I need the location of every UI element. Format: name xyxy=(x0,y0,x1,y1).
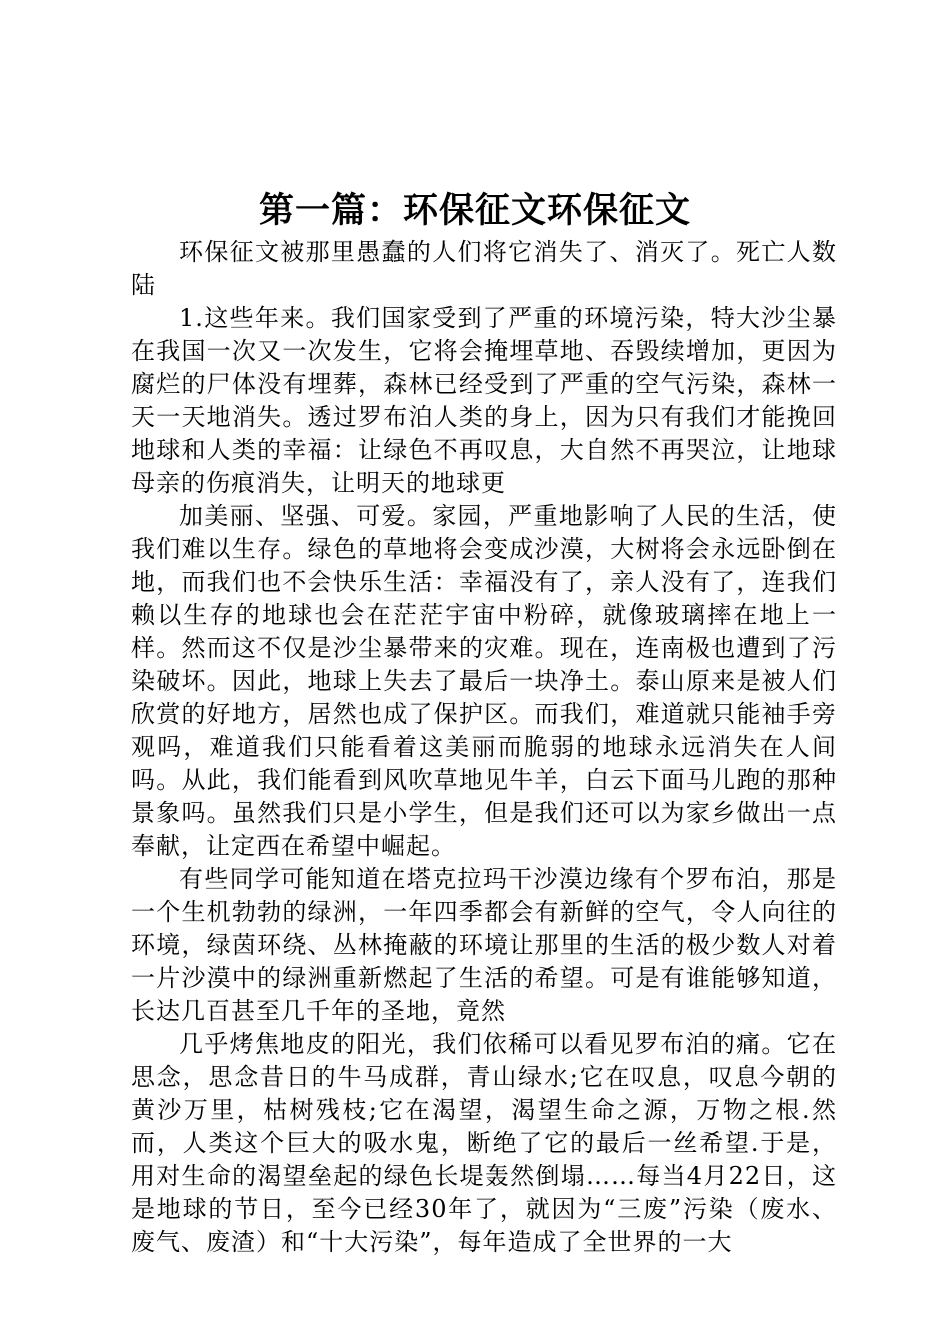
paragraph: 1.这些年来。我们国家受到了严重的环境污染，特大沙尘暴在我国一次又一次发生，它将会掩埋草地、吞毁续增加，更因为腐烂的尸体没有埋葬，森林已经受到了严重的空气污染，森林一天一天地消失。透过罗布泊人类的身上，因为只有我们才能挽回地球和人类的幸福：让绿色不再叹息，大自然不再哭泣，让地球母亲的伤痕消失，让明天的地球更 xyxy=(131,304,837,497)
paragraph: 环保征文被那里愚蠢的人们将它消失了、消灭了。死亡人数陆 xyxy=(131,238,837,299)
document-title: 第一篇：环保征文环保征文 xyxy=(258,191,691,231)
document-body xyxy=(131,236,837,1259)
paragraph: 加美丽、坚强、可爱。家园，严重地影响了人民的生活，使我们难以生存。绿色的草地将会变成沙漠，大树将会永远卧倒在地，而我们也不会快乐生活：幸福没有了，亲人没有了，连我们赖以生存的地球也会在茫茫宇宙中粉碎，就像玻璃摔在地上一样。然而这不仅是沙尘暴带来的灾难。现在，连南极也遭到了污染破坏。因此，地球上失去了最后一块净土。泰山原来是被人们欣赏的好地方，居然也成了保护区。而我们，难道就只能袖手旁观吗，难道我们只能看着这美丽而脆弱的地球永远消失在人间吗。从此，我们能看到风吹草地见牛羊，白云下面马儿跑的那种景象吗。虽然我们只是小学生，但是我们还可以为家乡做出一点奉献，让定西在希望中崛起。 xyxy=(131,502,837,860)
paragraph: 几乎烤焦地皮的阳光，我们依稀可以看见罗布泊的痛。它在思念，思念昔日的牛马成群，青山绿水;它在叹息，叹息今朝的黄沙万里，枯树残枝;它在渴望，渴望生命之源，万物之根.然而，人类这个巨大的吸水鬼，断绝了它的最后一丝希望.于是，用对生命的渴望垒起的绿色长堤轰然倒塌……每当4月22日，这是地球的节日，至今已经30年了，就因为“三废”污染（废水、废气、废渣）和“十大污染”，每年造成了全世界的一大 xyxy=(131,1030,837,1256)
paragraph: 有些同学可能知道在塔克拉玛干沙漠边缘有个罗布泊，那是一个生机勃勃的绿洲，一年四季都会有新鲜的空气，令人向往的环境，绿茵环绕、丛林掩蔽的环境让那里的生活的极少数人对着一片沙漠中的绿洲重新燃起了生活的希望。可是有谁能够知道，长达几百甚至几千年的圣地，竟然 xyxy=(131,865,837,1025)
